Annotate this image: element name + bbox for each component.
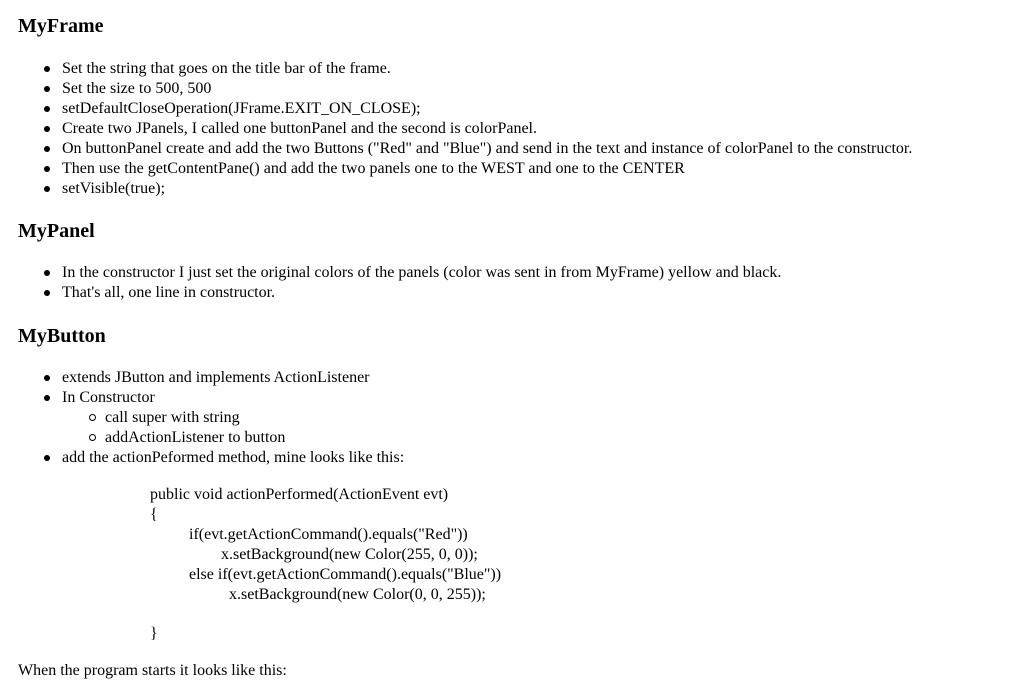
list-item: add the actionPeformed method, mine looks like this:	[62, 449, 405, 466]
heading-mypanel: MyPanel	[18, 220, 95, 242]
list-item: setDefaultCloseOperation(JFrame.EXIT_ON_CLOSE);	[62, 99, 912, 119]
list-item: Set the size to 500, 500	[62, 79, 912, 99]
list-item: Then use the getContentPane() and add the two panels one to the WEST and one to the CENTER	[62, 159, 912, 179]
list-item: extends JButton and implements ActionListener	[62, 369, 370, 386]
mybutton-list-continued	[62, 448, 404, 468]
code-line: }	[150, 625, 158, 642]
sub-list-item: call super with string	[105, 408, 285, 428]
constructor-sublist	[105, 408, 285, 448]
code-line: {	[150, 506, 158, 523]
code-line: x.setBackground(new Color(0, 0, 255));	[229, 586, 486, 603]
code-line: public void actionPerformed(ActionEvent evt)	[150, 486, 449, 503]
heading-myframe: MyFrame	[18, 15, 104, 37]
hollow-bullet-icon	[89, 414, 96, 421]
sub-list-item: addActionListener to button	[105, 428, 285, 448]
code-line: if(evt.getActionCommand().equals("Red"))	[189, 526, 468, 543]
list-item: On buttonPanel create and add the two Buttons ("Red" and "Blue") and send in the text and instance of colorPanel to the constructor.	[62, 140, 913, 157]
list-item: In Constructor	[62, 388, 370, 408]
mybutton-list	[62, 368, 370, 408]
closing-paragraph: When the program starts it looks like this:	[18, 662, 287, 679]
hollow-bullet-icon	[89, 434, 96, 441]
myframe-list	[62, 59, 912, 199]
heading-mybutton: MyButton	[18, 325, 106, 347]
code-line: else if(evt.getActionCommand().equals("Blue"))	[189, 566, 502, 583]
mypanel-list	[62, 263, 781, 303]
list-item: Create two JPanels, I called one buttonPanel and the second is colorPanel.	[62, 119, 912, 139]
list-item: That's all, one line in constructor.	[62, 283, 781, 303]
list-item: setVisible(true);	[62, 179, 912, 199]
list-item: In the constructor I just set the original colors of the panels (color was sent in from MyFrame) yellow and black.	[62, 264, 782, 281]
list-item: Set the string that goes on the title bar of the frame.	[62, 59, 912, 79]
code-line: x.setBackground(new Color(255, 0, 0));	[221, 546, 478, 563]
